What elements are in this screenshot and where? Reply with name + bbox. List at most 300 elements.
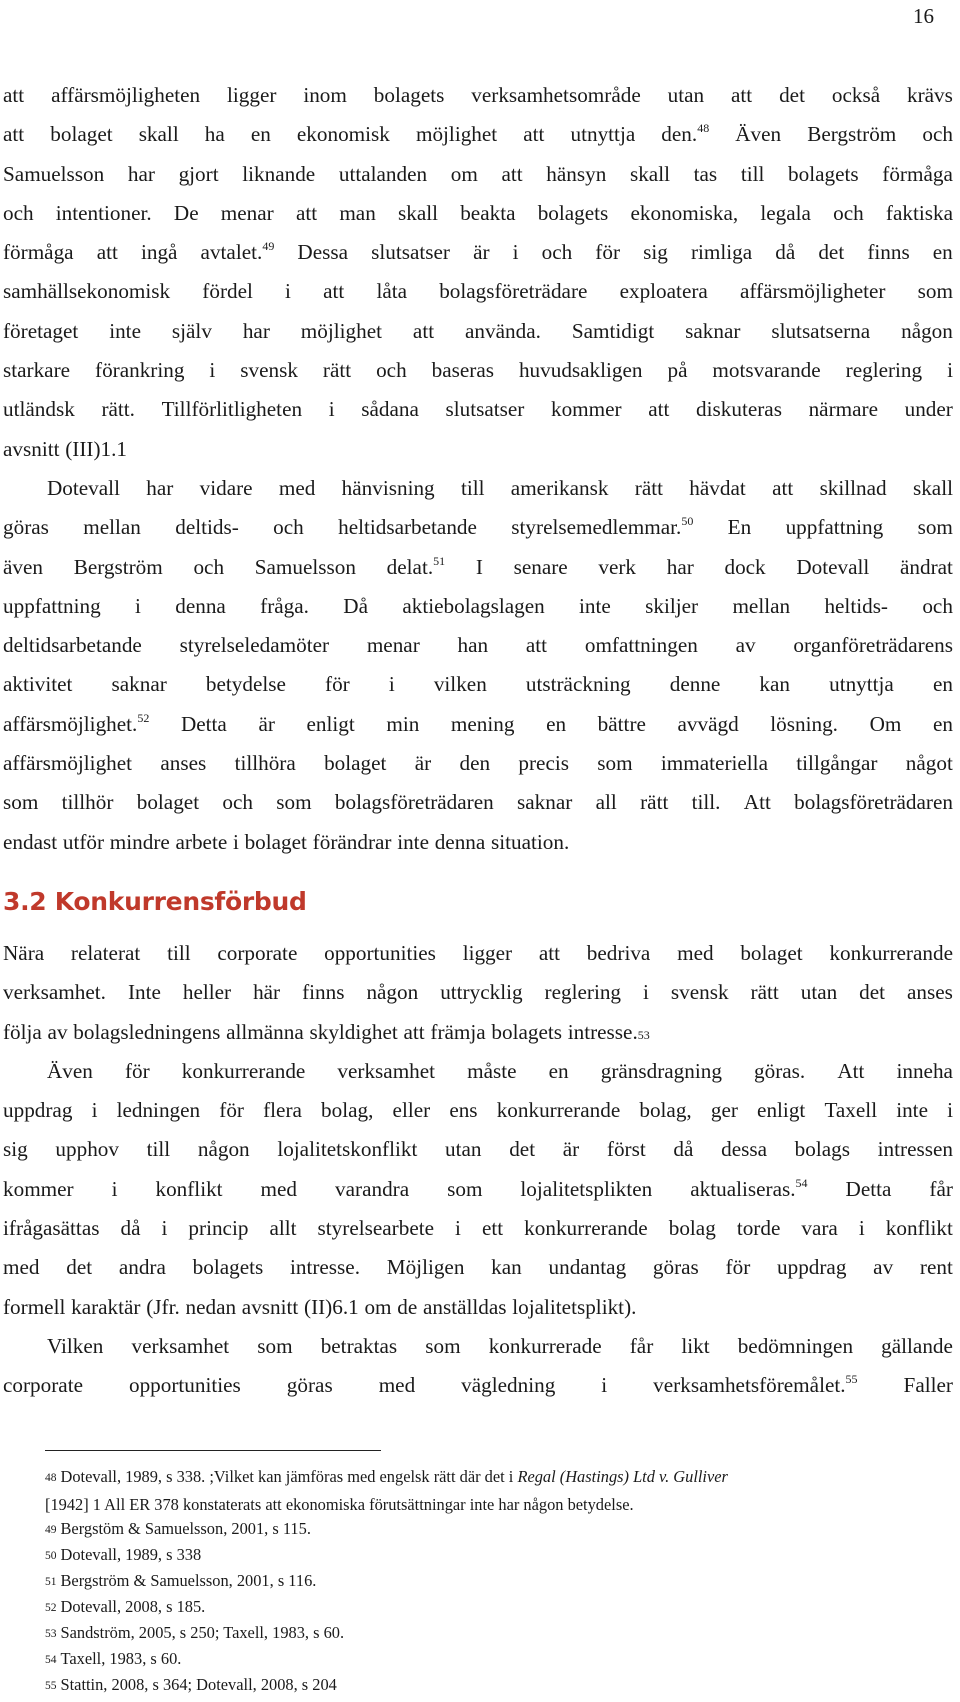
word: saknar — [517, 790, 573, 815]
footnote-item — [45, 1646, 955, 1672]
word: först — [606, 1137, 646, 1162]
paragraph-2 — [3, 469, 953, 862]
word: som — [3, 790, 39, 815]
footnote-text: Bergstöm & Samuelsson, 2001, s 115. — [60, 1519, 311, 1538]
word: Taxell — [824, 1098, 878, 1123]
word: Samuelsson — [254, 554, 356, 579]
word: bolagets — [491, 1019, 563, 1044]
word: som — [425, 1333, 461, 1358]
word: vägledning — [461, 1373, 556, 1398]
word: upphov — [55, 1137, 119, 1162]
word: för — [219, 1098, 244, 1123]
word: gjort — [178, 161, 219, 186]
word: fråga. — [260, 593, 309, 618]
word: till — [460, 475, 485, 500]
word: krävs — [907, 83, 953, 107]
word: en — [250, 122, 271, 147]
word: torde — [736, 1216, 781, 1241]
word: att — [525, 633, 548, 658]
footnote-reference[interactable]: 48 — [697, 121, 710, 136]
word: skall — [397, 200, 439, 225]
word: sig — [643, 240, 668, 265]
word: kan — [759, 672, 791, 697]
word: någon — [901, 318, 953, 343]
text-line — [3, 744, 953, 783]
word: i — [111, 1176, 118, 1201]
word: av — [873, 1255, 894, 1280]
body-text-lower — [3, 934, 953, 1406]
word: möjlighet — [415, 122, 498, 147]
text-line — [3, 194, 953, 233]
word: relaterat — [70, 941, 141, 965]
word: bolaget — [244, 829, 307, 854]
word: förmåga — [882, 161, 953, 186]
word: förändrar — [312, 829, 392, 854]
footnote-item — [45, 1568, 955, 1594]
word: skall — [629, 161, 670, 186]
text-line — [3, 1091, 953, 1130]
footnote-number: 49 — [45, 1524, 57, 1536]
word: konkurrerande — [181, 1058, 306, 1083]
word: har — [127, 161, 155, 186]
word: och — [541, 240, 573, 265]
word: utnyttja — [570, 122, 636, 147]
word: att — [323, 279, 345, 304]
word: man — [339, 200, 376, 225]
word: styrelseledamöter — [179, 633, 330, 658]
word: själv — [171, 318, 212, 343]
word: uppdrag — [777, 1255, 847, 1280]
word: huvudsakligen — [518, 358, 643, 383]
word: göras. — [754, 1058, 806, 1083]
word: Vilken — [47, 1333, 104, 1358]
word: reglering — [845, 358, 923, 383]
word: Faller — [903, 1373, 953, 1398]
word: rätt — [634, 475, 663, 500]
word: gällande — [881, 1333, 953, 1358]
word: heltids- — [824, 593, 888, 618]
word: sådana — [361, 397, 419, 422]
footnote-number: 55 — [45, 1680, 57, 1692]
word: inte — [579, 593, 611, 618]
word: styrelsemedlemmar.$^{50}$ — [511, 514, 694, 540]
word: i — [232, 829, 239, 854]
word: konkurrerade — [488, 1333, 602, 1358]
word: den — [459, 751, 491, 776]
word: ekonomisk — [296, 122, 390, 147]
word: Samtidigt — [571, 318, 655, 343]
word: får — [629, 1333, 654, 1358]
word: konkurrerande — [829, 941, 953, 965]
word: Om — [869, 711, 902, 736]
text-line — [3, 155, 953, 194]
word: bolaget — [324, 751, 387, 776]
word: bolagsföreträdaren — [794, 790, 953, 815]
word: dock — [724, 554, 766, 579]
word: arbete — [175, 829, 228, 854]
word: bedriva — [586, 941, 651, 965]
word: göras — [652, 1255, 699, 1280]
word: (II)6.1 — [304, 1294, 359, 1319]
word: bolagets — [537, 200, 609, 225]
word: rimliga — [690, 240, 753, 265]
word: liknande — [242, 161, 316, 186]
word: diskuteras — [696, 397, 782, 422]
word: att — [96, 240, 118, 265]
word: att — [501, 161, 523, 186]
word: utan — [445, 1137, 482, 1162]
footnote-reference[interactable]: 55 — [845, 1372, 858, 1387]
word: i — [135, 593, 141, 618]
word: att — [648, 397, 670, 422]
word: Även — [735, 122, 782, 147]
word: ifrågasättas — [3, 1216, 100, 1241]
word: det — [779, 83, 805, 107]
word: intresse. — [289, 1255, 361, 1280]
word: skyldighet — [309, 1019, 398, 1044]
word: som — [917, 515, 953, 540]
word: anses — [160, 751, 207, 776]
word: bolag, — [639, 1098, 692, 1123]
word: legala — [760, 200, 811, 225]
word: bolags — [794, 1137, 850, 1162]
footnote-number: 50 — [45, 1550, 57, 1562]
word: denna — [175, 593, 226, 618]
word: uppfattning — [3, 593, 101, 618]
word: möjlighet — [300, 318, 383, 343]
word: finns — [302, 980, 345, 1005]
footnote-text-continued: [1942] 1 All ER 378 konstaterats att ekonomiska förutsättningar inte har någon betydelse. — [45, 1495, 634, 1514]
footnote-reference[interactable]: 53 — [637, 1027, 650, 1042]
word: vilken — [433, 672, 487, 697]
word: i — [91, 1098, 98, 1123]
word: slutsatserna — [771, 318, 871, 343]
word: lojalitetskonflikt — [277, 1137, 418, 1162]
word: till — [740, 161, 765, 186]
word: den.$^{48}$ — [661, 121, 710, 147]
word: mellan — [732, 593, 791, 618]
word: inneha — [896, 1058, 953, 1083]
footnote-text: Dotevall, 2008, s 185. — [60, 1597, 206, 1616]
word: avtalet.$^{49}$ — [200, 239, 275, 265]
word: lojalitetsplikt). — [512, 1294, 637, 1319]
word: aktivitet — [3, 672, 73, 697]
footnote-text: Bergström & Samuelsson, 2001, s 116. — [60, 1571, 317, 1590]
text-line — [3, 1248, 953, 1287]
word: inte — [109, 318, 141, 343]
text-line — [3, 390, 953, 429]
word: intressen — [877, 1137, 953, 1162]
word: formell — [3, 1294, 66, 1319]
word: starkare — [3, 358, 71, 383]
word: rent — [919, 1255, 953, 1280]
word: att — [3, 83, 25, 107]
word: dessa — [721, 1137, 767, 1162]
text-line — [3, 665, 953, 704]
word: ligger — [462, 941, 513, 965]
word: skiljer — [645, 593, 699, 618]
footnote-item — [45, 1594, 955, 1620]
word: undantag — [548, 1255, 627, 1280]
text-line — [3, 1130, 953, 1169]
word: aktualiseras.$^{54}$ — [690, 1175, 808, 1201]
word: reglering — [544, 980, 622, 1005]
word: ekonomiska, — [630, 200, 739, 225]
text-line — [3, 823, 953, 862]
word: och — [222, 790, 253, 815]
word: och — [922, 122, 953, 147]
text-line — [3, 430, 953, 469]
word: någon — [197, 1137, 250, 1162]
word: bolagets — [192, 1255, 264, 1280]
word: och — [3, 200, 34, 225]
word: ingå — [140, 240, 178, 265]
word: vidare — [199, 475, 253, 500]
word: betraktas — [320, 1333, 398, 1358]
footnote-separator — [45, 1450, 381, 1451]
footnote-number: 52 — [45, 1602, 57, 1614]
word: i — [643, 980, 649, 1005]
word: inte — [896, 1098, 928, 1123]
word: affärsmöjlighet — [3, 751, 133, 776]
word: verk — [598, 554, 637, 579]
footnote-reference[interactable]: 50 — [681, 514, 694, 529]
word: denne — [669, 672, 721, 697]
word: i — [328, 397, 335, 422]
paragraph-1 — [3, 76, 953, 469]
word: måste — [467, 1058, 517, 1083]
word: lösning. — [770, 711, 838, 736]
word: och — [273, 515, 304, 540]
word: konflikt — [155, 1176, 223, 1201]
word: för — [595, 240, 621, 265]
word: något — [905, 751, 953, 776]
word: i — [209, 358, 216, 383]
word: hänsyn — [546, 161, 607, 186]
word: är — [562, 1137, 580, 1162]
footnote-reference[interactable]: 49 — [262, 239, 275, 254]
word: tillhöra — [234, 751, 296, 776]
word: bolag, — [321, 1098, 374, 1123]
word: heltidsarbetande — [338, 515, 477, 540]
word: har — [146, 475, 174, 500]
word: samhällsekonomisk — [3, 279, 171, 304]
word: det — [66, 1255, 93, 1280]
footnote-reference[interactable]: 51 — [433, 553, 446, 568]
word: anställdas — [422, 1294, 507, 1319]
word: med — [278, 475, 316, 500]
text-line — [3, 469, 953, 508]
text-line — [3, 351, 953, 390]
footnote-reference[interactable]: 52 — [137, 710, 150, 725]
word: Bergström — [807, 122, 897, 147]
text-line — [3, 1170, 953, 1209]
word: skall — [912, 475, 953, 500]
word: utnyttja — [829, 672, 894, 697]
word: göras — [286, 1373, 333, 1398]
word: då — [775, 240, 796, 265]
footnote-item — [45, 1464, 955, 1516]
word: konkurrerande — [524, 1216, 648, 1241]
word: organföreträdarens — [793, 633, 953, 658]
word: att — [295, 200, 318, 225]
word: ligger — [227, 83, 277, 107]
word: amerikansk — [510, 475, 609, 500]
word: och — [833, 200, 864, 225]
text-line — [3, 783, 953, 822]
word: baseras — [431, 358, 494, 383]
word: har — [666, 554, 694, 579]
word: det — [859, 980, 886, 1005]
word: utför — [62, 829, 105, 854]
word: och — [922, 593, 953, 618]
word: att — [403, 1019, 425, 1044]
word: menar — [220, 200, 274, 225]
word: svensk — [670, 980, 729, 1005]
word: karaktär — [71, 1294, 141, 1319]
word: enligt — [306, 711, 355, 736]
word: i — [388, 672, 395, 697]
word: bolagets — [788, 161, 859, 186]
word: Detta — [845, 1176, 892, 1201]
word: på — [667, 358, 688, 383]
word: corporate — [3, 1373, 83, 1398]
word: bolagsledningens — [73, 1019, 221, 1044]
word: som — [257, 1333, 293, 1358]
word: av — [47, 1019, 68, 1044]
word: utan — [800, 980, 838, 1005]
word: bolagsföreträdaren — [334, 790, 494, 815]
word: Detta — [180, 711, 227, 736]
word: en — [546, 711, 567, 736]
word: flera — [263, 1098, 302, 1123]
page-number: 16 — [913, 4, 934, 28]
word: verksamhet. — [3, 980, 106, 1005]
word: opportunities — [324, 941, 436, 965]
word: utländsk — [3, 397, 75, 422]
footnote-number: 48 — [45, 1472, 57, 1484]
word: till — [146, 1137, 171, 1162]
word: uttrycklig — [440, 980, 523, 1005]
footnote-text: Sandström, 2005, s 250; Taxell, 1983, s 60. — [60, 1623, 345, 1642]
word: finns — [867, 240, 910, 265]
word: rätt — [322, 358, 352, 383]
word: immateriella — [660, 751, 768, 776]
word: till. — [691, 790, 721, 815]
text-line — [3, 1288, 953, 1327]
word: omfattningen — [584, 633, 698, 658]
word: gränsdragning — [600, 1058, 722, 1083]
word: rätt — [750, 980, 779, 1005]
word: affärsmöjligheter — [739, 279, 886, 304]
word: saknar — [111, 672, 167, 697]
word: för — [124, 1058, 150, 1083]
word: ha — [204, 122, 225, 147]
word: att — [523, 122, 545, 147]
word: det — [818, 240, 845, 265]
footnote-item — [45, 1620, 955, 1646]
word: allmänna — [226, 1019, 304, 1044]
footnotes — [45, 1464, 955, 1698]
text-line — [3, 934, 953, 973]
word: motsvarande — [712, 358, 821, 383]
word: Dessa — [297, 240, 349, 265]
word: med — [260, 1176, 298, 1201]
word: utsträckning — [525, 672, 631, 697]
word: bedömningen — [737, 1333, 854, 1358]
footnote-text: Stattin, 2008, s 364; Dotevall, 2008, s 204 — [60, 1675, 337, 1694]
text-line — [3, 115, 953, 154]
word: tillhör — [61, 790, 114, 815]
paragraph-3 — [3, 934, 953, 1052]
text-line — [3, 76, 953, 115]
word: Möjligen — [386, 1255, 465, 1280]
text-line — [3, 705, 953, 744]
word: använda. — [465, 318, 541, 343]
word: mellan — [83, 515, 141, 540]
word: utan — [667, 83, 705, 107]
word: svensk — [240, 358, 298, 383]
word: att — [412, 318, 435, 343]
word: En — [727, 515, 752, 540]
paragraph-4 — [3, 1052, 953, 1327]
word: saknar — [685, 318, 741, 343]
word: aktiebolagslagen — [402, 593, 545, 618]
word: främja — [430, 1019, 486, 1044]
word: andra — [118, 1255, 166, 1280]
word: att — [772, 475, 794, 500]
word: ändrat — [900, 554, 953, 579]
footnote-item — [45, 1672, 955, 1698]
word: är — [258, 711, 275, 736]
word: delat.$^{51}$ — [386, 553, 446, 579]
footnote-reference[interactable]: 54 — [795, 1175, 808, 1190]
word: rätt. — [101, 397, 135, 422]
word: (Jfr. — [146, 1294, 180, 1319]
word: exploatera — [619, 279, 708, 304]
word: en — [932, 672, 953, 697]
text-line — [3, 548, 953, 587]
word: betydelse — [205, 672, 286, 697]
footnote-text: Dotevall, 1989, s 338 — [60, 1545, 202, 1564]
word: min — [386, 711, 420, 736]
word: med — [3, 1255, 40, 1280]
word: Bergström — [73, 554, 163, 579]
word: deltidsarbetande — [3, 633, 142, 658]
word: företaget — [3, 318, 79, 343]
word: inte — [397, 829, 429, 854]
word: med — [677, 941, 714, 965]
word: en — [932, 711, 953, 736]
word: affärsmöjligheten — [51, 83, 201, 107]
word: kan — [491, 1255, 522, 1280]
word: då — [120, 1216, 141, 1241]
word: vara — [801, 1216, 838, 1241]
word: bolagets — [373, 83, 445, 107]
word: opportunities — [128, 1373, 241, 1398]
word: bolagsföreträdare — [439, 279, 588, 304]
word: som — [276, 790, 312, 815]
footnote-text: Dotevall, 1989, s 338. ;Vilket kan jämföras med engelsk rätt där det i — [60, 1467, 518, 1486]
word: om — [364, 1294, 392, 1319]
word: uppdrag — [3, 1098, 73, 1123]
word: låta — [376, 279, 408, 304]
footnote-number: 54 — [45, 1654, 57, 1666]
footnote-item — [45, 1516, 955, 1542]
word: tas — [693, 161, 718, 186]
word: verksamhetsföremålet.$^{55}$ — [653, 1372, 858, 1398]
word: är — [414, 751, 432, 776]
